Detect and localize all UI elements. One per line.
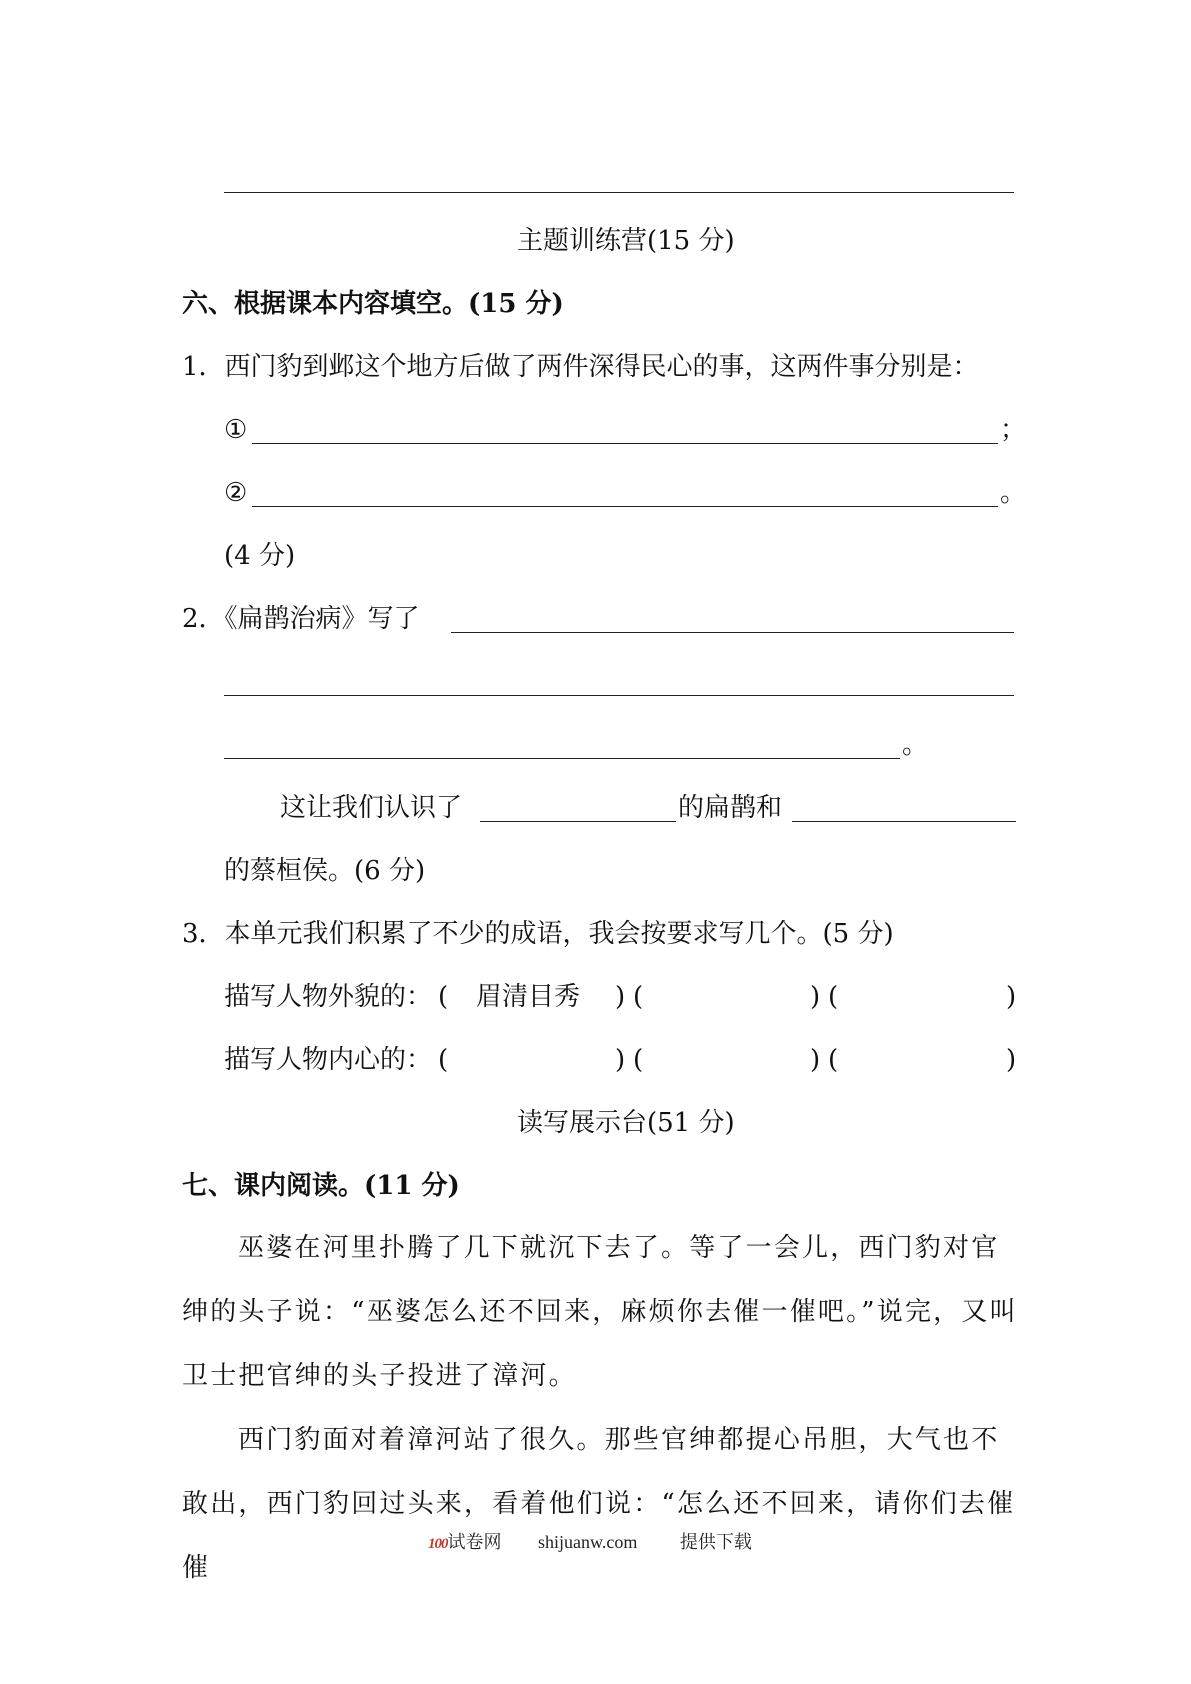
footer-note: 提供下载 bbox=[679, 1532, 752, 1552]
q3-row2-label: 描写人物内心的： bbox=[224, 1045, 433, 1075]
q1-score: (4 分) bbox=[224, 541, 296, 571]
q1-item2-end: 。 bbox=[1000, 478, 1027, 508]
section-title-training: 主题训练营(15 分) bbox=[517, 226, 735, 256]
q3-row2-paren-close-1: ) bbox=[615, 1045, 626, 1075]
reading-paragraph-2-text: 西门豹面对着漳河站了很久。那些官绅都提心吊胆，大气也不敢出，西门豹回过头来，看着他们说：“怎么还不回来，请你们去催催 bbox=[182, 1425, 1016, 1583]
q3-row1-paren-open-3[interactable]: ( bbox=[828, 982, 839, 1012]
q3-row2-paren-open-3[interactable]: ( bbox=[828, 1045, 839, 1075]
q3-row1-paren-close-3: ) bbox=[1006, 982, 1017, 1012]
reading-paragraph-1 bbox=[182, 1216, 1020, 1408]
q3-row1-example: 眉清目秀 bbox=[476, 982, 581, 1012]
q3-stem: 3．本单元我们积累了不少的成语，我会按要求写几个。(5 分) bbox=[182, 919, 894, 949]
q2-blank-line1[interactable] bbox=[451, 632, 1014, 633]
reading-paragraph-1-text: 巫婆在河里扑腾了几下就沉下去了。等了一会儿，西门豹对官绅的头子说：“巫婆怎么还不回来，麻烦你去催一催吧。”说完，又叫卫士把官绅的头子投进了漳河。 bbox=[182, 1233, 1018, 1391]
site-logo: 100 bbox=[428, 1536, 448, 1552]
top-divider bbox=[224, 192, 1014, 193]
q1-item1-blank[interactable] bbox=[252, 443, 998, 444]
q1-item1-mark: ① bbox=[224, 415, 248, 445]
q3-row2-paren-close-2: ) bbox=[810, 1045, 821, 1075]
q2-sentence-start: 这让我们认识了 bbox=[280, 793, 463, 823]
part7-heading: 七、课内阅读。(11 分) bbox=[182, 1171, 460, 1201]
footer-url[interactable]: shijuanw.com bbox=[538, 1532, 638, 1552]
q2-stem: 2．《扁鹊治病》写了 bbox=[182, 604, 420, 634]
q2-blank-doctor[interactable] bbox=[480, 821, 676, 822]
q3-row2-paren-close-3: ) bbox=[1006, 1045, 1017, 1075]
part6-heading: 六、根据课本内容填空。(15 分) bbox=[182, 289, 564, 319]
q2-sentence-end: 的蔡桓侯。(6 分) bbox=[224, 856, 426, 886]
reading-paragraph-2 bbox=[182, 1408, 1020, 1600]
q3-row1-paren-open-1: ( bbox=[438, 982, 449, 1012]
page-footer bbox=[428, 1530, 752, 1556]
q1-item1-end: ； bbox=[1000, 415, 1027, 445]
q3-row1-paren-open-2[interactable]: ( bbox=[633, 982, 644, 1012]
q2-line3-end: 。 bbox=[902, 730, 929, 760]
section-title-reading: 读写展示台(51 分) bbox=[517, 1108, 735, 1138]
q2-blank-line3[interactable] bbox=[224, 758, 900, 759]
q3-row2-paren-open-2[interactable]: ( bbox=[633, 1045, 644, 1075]
q2-sentence-mid: 的扁鹊和 bbox=[678, 793, 783, 823]
q3-row1-paren-close-2: ) bbox=[810, 982, 821, 1012]
q1-item2-mark: ② bbox=[224, 478, 248, 508]
q3-row1-paren-close-1: ) bbox=[615, 982, 626, 1012]
q2-blank-marquis[interactable] bbox=[792, 821, 1016, 822]
q2-blank-line2[interactable] bbox=[224, 695, 1014, 696]
q1-item2-blank[interactable] bbox=[252, 506, 998, 507]
q3-row1-label: 描写人物外貌的： bbox=[224, 982, 433, 1012]
footer-site-name: 试卷网 bbox=[447, 1532, 502, 1552]
q3-row2-paren-open-1[interactable]: ( bbox=[438, 1045, 449, 1075]
q1-stem: 1．西门豹到邺这个地方后做了两件深得民心的事，这两件事分别是： bbox=[182, 352, 979, 382]
